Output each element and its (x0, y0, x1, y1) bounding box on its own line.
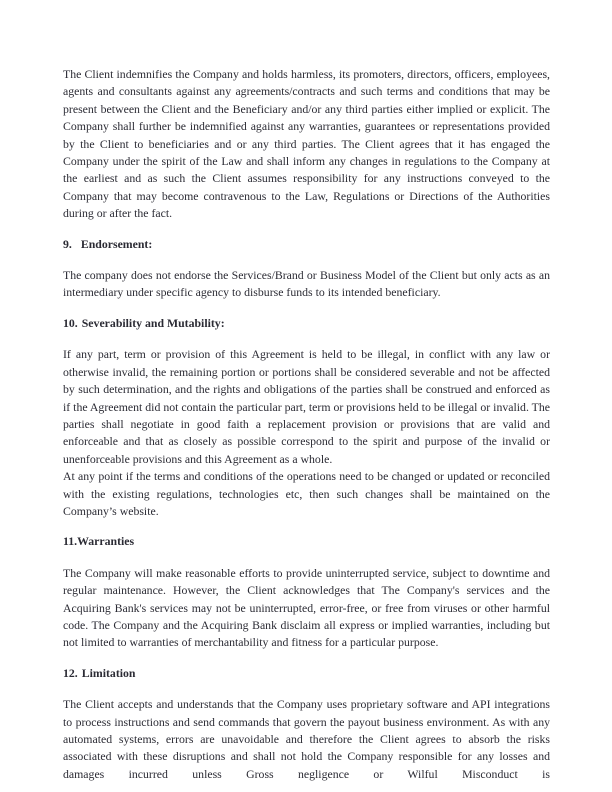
paragraph-terms-updates: At any point if the terms and conditions of the operations need to be changed or updated or reconciled with the existing regulations, technologies etc, then such changes shall be maintained on the Company’s website. (63, 469, 550, 518)
section-heading-endorsement (63, 236, 550, 253)
section-title: Limitation (81, 665, 136, 680)
paragraph-warranties: The Company will make reasonable efforts to provide uninterrupted service, subject to downtime and regular maintenance. However, the Client acknowledges that The Company's services and the Acquiring Bank's services may not be uninterrupted, error-free, or free from viruses or other harmful code. The Company and the Acquiring Bank disclaim all express or implied warranties, including but not limited to warranties of merchantability and fitness for a particular purpose. (63, 565, 550, 650)
section-heading-limitation (63, 665, 550, 682)
section-number: 11. (63, 534, 78, 549)
section-title: Endorsement: (80, 236, 153, 251)
section-number: 12. (63, 665, 78, 680)
section-number: 9. (63, 236, 72, 251)
paragraph-severability: If any part, term or provision of this Agreement is held to be illegal, in conflict with any law or otherwise invalid, the remaining portion or portions shall be considered severable and not be affected by such determination, and the rights and obligations of the parties shall be construed and enforced as if the Agreement did not contain the particular part, term or provisions held to be illegal or invalid. The parties shall negotiate in good faith a replacement provision or provisions that are valid and enforceable and that as closely as possible correspond to the spirit and purpose of the invalid or unenforceable provisions and this Agreement as a whole. (63, 347, 550, 466)
paragraph-endorsement: The company does not endorse the Services/Brand or Business Model of the Client but only acts as an intermediary under specific agency to disburse funds to its intended beneficiary. (63, 268, 550, 300)
section-title: Warranties (77, 534, 135, 549)
section-heading-severability (63, 315, 550, 332)
section-number: 10. (63, 315, 78, 330)
section-heading-warranties (63, 533, 550, 550)
section-title: Severability and Mutability: (81, 315, 225, 330)
paragraph-limitation: The Client accepts and understands that the Company uses proprietary software and API integrations to process instructions and send commands that govern the payout business environment. As with any automated systems, errors are unavoidable and therefore the Client agrees to absorb the risks associated with these disruptions and shall not hold the Company responsible for any losses and damages incurred unless Gross negligence or Wilful Misconduct is (63, 697, 550, 781)
paragraph-indemnification: The Client indemnifies the Company and holds harmless, its promoters, directors, officers, employees, agents and consultants against any agreements/contracts and such terms and conditions that may be present between the Client and the Beneficiary and/or any third parties either implied or explicit. The Company shall further be indemnified against any warranties, guarantees or representations provided by the Client to beneficiaries and or any third parties. The Client agrees that it has engaged the Company under the spirit of the Law and shall inform any changes in regulations to the Company at the earliest and as such the Client assumes responsibility for any instructions conveyed to the Company that may become contravenous to the Law, Regulations or Directions of the Authorities during or after the fact. (63, 67, 550, 221)
